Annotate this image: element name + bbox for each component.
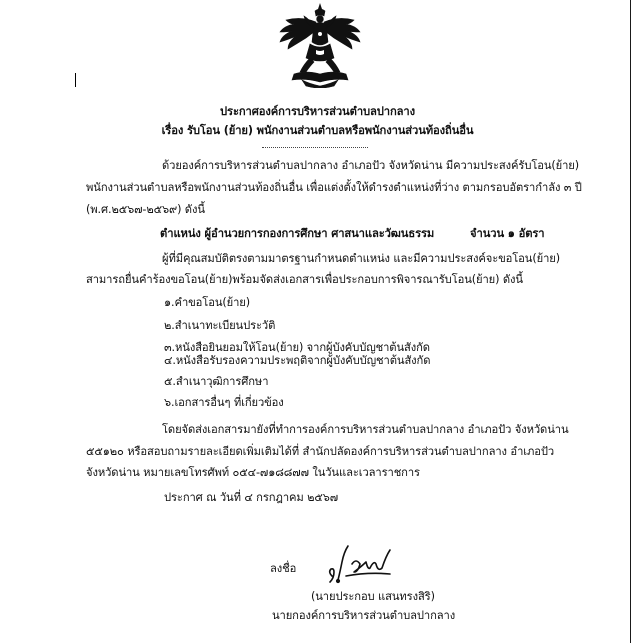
intro-line-2: พนักงานส่วนตำบลหรือพนักงานส่วนท้องถิ่นอื่น เพื่อแต่งตั้งให้ดำรงตำแหน่งที่ว่าง ตามกรอบอัตรากำลัง ๓ ปี	[86, 181, 582, 194]
document-item: ๒.สำเนาทะเบียนประวัติ	[164, 319, 276, 332]
announcement-date: ประกาศ ณ วันที่ ๔ กรกฎาคม ๒๕๖๗	[164, 491, 339, 504]
qualification-line-1: ผู้ที่มีคุณสมบัติตรงตามมาตรฐานกำหนดตำแหน่ง และมีความประสงค์จะขอโอน(ย้าย)	[162, 252, 560, 265]
submission-line-2: ๕๕๑๒๐ หรือสอบถามรายละเอียดเพิ่มเติมได้ที่ สำนักปลัดองค์การบริหารส่วนตำบลปากลาง อำเภอปัว	[86, 445, 555, 458]
announcement-subject: เรื่อง รับโอน (ย้าย) พนักงานส่วนตำบลหรือพนักงานส่วนท้องถิ่นอื่น	[161, 124, 474, 137]
document-item: ๕.สำเนาวุฒิการศึกษา	[164, 375, 269, 388]
divider	[262, 147, 368, 148]
text-cursor	[75, 73, 76, 87]
submission-line-1: โดยจัดส่งเอกสารมายังที่ทำการองค์การบริหารส่วนตำบลปากลาง อำเภอปัว จังหวัดน่าน	[162, 423, 569, 436]
document-item: ๑.คำขอโอน(ย้าย)	[164, 296, 250, 309]
document-item: ๖.เอกสารอื่นๆ ที่เกี่ยวข้อง	[164, 396, 284, 409]
intro-line-1: ด้วยองค์การบริหารส่วนตำบลปากลาง อำเภอปัว จังหวัดน่าน มีความประสงค์รับโอน(ย้าย)	[162, 159, 580, 172]
intro-line-3: (พ.ศ.๒๕๖๗-๒๕๖๙) ดังนี้	[86, 203, 205, 216]
submission-line-3: จังหวัดน่าน หมายเลขโทรศัพท์ ๐๕๔-๗๑๘๘๗๗ ในวันและเวลาราชการ	[86, 466, 420, 479]
signatory-name: (นายประกอบ แสนทรงสิริ)	[311, 590, 435, 603]
document-item: ๔.หนังสือรับรองความประพฤติจากผู้บังคับบัญชาต้นสังกัด	[164, 354, 431, 367]
qualification-line-2: สามารถยื่นคำร้องขอโอน(ย้าย)พร้อมจัดส่งเอกสารเพื่อประกอบการพิจารณารับโอน(ย้าย) ดังนี้	[86, 273, 523, 286]
document-item: ๓.หนังสือยินยอมให้โอน(ย้าย) จากผู้บังคับบัญชาต้นสังกัด	[164, 341, 430, 354]
page-edge	[630, 0, 631, 643]
announcement-title: ประกาศองค์การบริหารส่วนตำบลปากลาง	[220, 105, 415, 118]
sign-label: ลงชื่อ	[270, 562, 297, 575]
signatory-title: นายกองค์การบริหารส่วนตำบลปากลาง	[272, 609, 456, 622]
garuda-emblem-icon	[276, 2, 364, 88]
position-count: จำนวน ๑ อัตรา	[470, 227, 545, 240]
position-title: ตำแหน่ง ผู้อำนวยการกองการศึกษา ศาสนาและวัฒนธรรม	[160, 227, 435, 240]
handwritten-signature	[318, 542, 402, 586]
